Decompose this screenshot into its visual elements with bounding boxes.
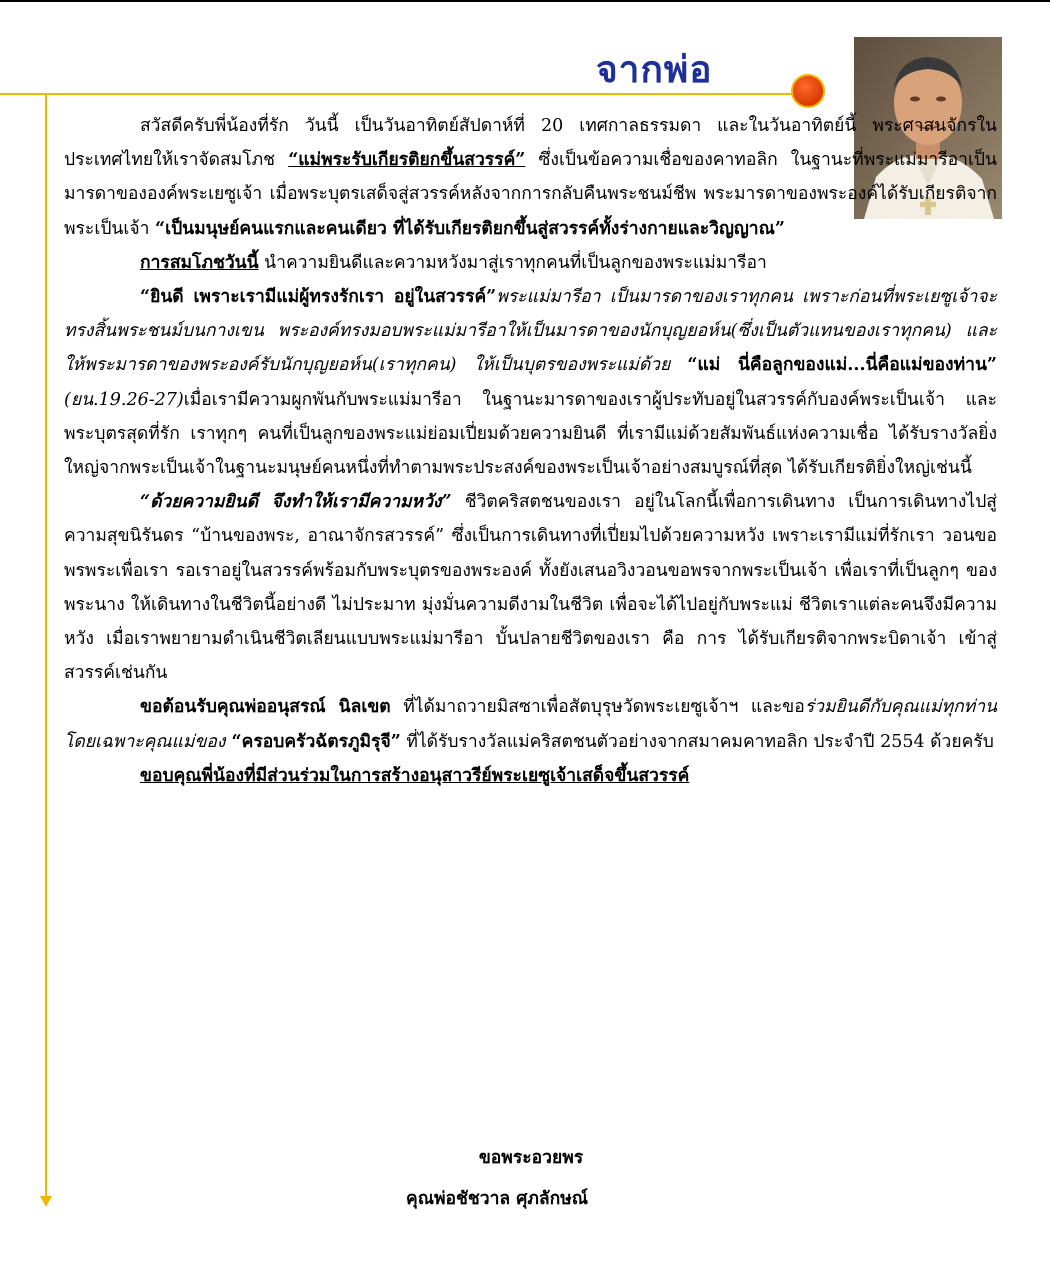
blessing-line: ขอพระอวยพร [478,1148,584,1168]
paragraph-1 [64,109,997,246]
solemnity-heading: การสมโภชวันนี้ [140,252,259,273]
greeting-text: สวัสดีครับพี่น้องที่รัก วันนี้ เป็นวันอาทิตย์สัปดาห์ที่ 20 เทศกาลธรรมดา และในวันอาทิตย์นี้ พระศาสนจักรในประเทศไทยให้เราจัดสมโภช [64,116,997,171]
feast-name: “แม่พระรับเกียรติยกขึ้นสวรรค์” [288,150,526,171]
letter-body [64,109,997,793]
scripture-reference: (ยน.19.26-27) [64,389,184,410]
paragraph-5-text: ที่ได้มาถวายมิสซาเพื่อสัตบุรุษวัดพระเยซูเจ้าฯ และขอ [390,697,805,718]
paragraph-1-text: ซึ่งเป็นข้อความเชื่อของคาทอลิก ในฐานะที่พระแม่มารีอาเป็นมารดาขององค์พระเยซูเจ้า เมื่อพระบุตรเสด็จสู่สวรรค์หลังจากการกลับคืนพระชนม์ชีพ พระมารดาของพระองค์ได้รับเกียรติจากพระเป็นเจ้า [64,150,997,239]
hope-heading: “ด้วยความยินดี จึงทำให้เรามีความหวัง” [140,492,452,513]
paragraph-5 [64,690,997,758]
paragraph-3 [64,280,997,485]
paragraph-2-text: นำความยินดีและความหวังมาสู่เราทุกคนที่เป็นลูกของพระแม่มารีอา [258,252,767,273]
margin-rule [45,93,47,1198]
joy-heading: “ยินดี เพราะเรามีแม่ผู้ทรงรักเรา อยู่ในสวรรค์” [140,287,497,308]
paragraph-3-text: เมื่อเรามีความผูกพันกับพระแม่มารีอา ในฐานะมารดาของเราผู้ประทับอยู่ในสวรรค์กับองค์พระเป็นเจ้า และพระบุตรสุดที่รัก เราทุกๆ คนที่เป็นลูกของพระแม่ย่อมเปี่ยมด้วยความยินดี ที่เรามีแม่ด้วยสัมพันธ์แห่งความเชื่อ ได้รับรางวัลยิ่งใหญ่จากพระเป็นเจ้าในฐานะมนุษย์คนหนึ่งที่ทำตามพระประสงค์ของพระเป็นเจ้าอย่างสมบูรณ์ที่สุด ได้รับเกียรติยิ่งใหญ่เช่นนี้ [64,389,997,479]
paragraph-5-italic: ร่วมยินดีกับคุณแม่ทุกท่าน โดยเฉพาะคุณแม่ของ [64,697,997,752]
page-title: จากพ่อ [596,48,713,91]
paragraph-2 [64,246,997,280]
paragraph-4-text: ชีวิตคริสตชนของเรา อยู่ในโลกนี้เพื่อการเดินทาง เป็นการเดินทางไปสู่ความสุขนิรันดร “บ้านของพระ, อาณาจักรสวรรค์” ซึ่งเป็นการเดินทางที่เปี่ยมไปด้วยความหวัง เพราะเรามีแม่ที่รักเรา วอนขอพรพระเพื่อเรา รอเราอยู่ในสวรรค์พร้อมกับพระบุตรของพระองค์ ทั้งยังเสนอวิงวอนขอพรจากพระเป็นเจ้า เพื่อเราที่เป็นลูกๆ ของพระนาง ให้เดินทางในชีวิตนี้อย่างดี ไม่ประมาท มุ่งมั่นความดีงามในชีวิต เพื่อจะได้ไปอยู่กับพระแม่ ชีวิตเราแต่ละคนจึงมีความหวัง เมื่อเราพยายามดำเนินชีวิตเลียนแบบพระแม่มารีอา บั้นปลายชีวิตของเรา คือ การ ได้รับเกียรติจากพระบิดาเจ้า เข้าสู่สวรรค์เช่นกัน [64,492,997,684]
paragraph-4 [64,485,997,690]
family-name: “ครอบครัวฉัตรภูมิรุจี” [225,731,401,752]
assumption-quote: “เป็นมนุษย์คนแรกและคนเดียว ที่ได้รับเกียรติยกขึ้นสู่สวรรค์ทั้งร่างกายและวิญญาณ” [155,218,785,239]
top-border [0,0,1050,2]
signature-name: คุณพ่อชัชวาล ศุภลักษณ์ [406,1189,588,1209]
thanks-text: ขอบคุณพี่น้องที่มีส่วนร่วมในการสร้างอนุสาวรีย์พระเยซูเจ้าเสด็จขึ้นสวรรค์ [140,765,690,786]
paragraph-3-italic: พระแม่มารีอา เป็นมารดาของเราทุกคน เพราะก่อนที่พระเยซูเจ้าจะทรงสิ้นพระชนม์บนกางเขน พระองค์ทรงมอบพระแม่มารีอาให้เป็นมารดาของนักบุญยอห์น(ซึ่งเป็นตัวแทนของเราทุกคน) และให้พระมารดาของพระองค์รับนักบุญยอห์น(เราทุกคน) ให้เป็นบุตรของพระแม่ด้วย [64,287,997,376]
orange-circle-icon [791,74,825,108]
paragraph-5-tail: ที่ได้รับรางวัลแม่คริสตชนตัวอย่างจากสมาคมคาทอลิก ประจำปี 2554 ด้วยครับ [400,731,994,752]
welcome-text: ขอต้อนรับคุณพ่ออนุสรณ์ นิลเขต [140,697,391,718]
scripture-quote: “แม่ นี่คือลูกของแม่...นี่คือแม่ของท่าน” [687,355,997,376]
paragraph-6 [64,759,997,793]
